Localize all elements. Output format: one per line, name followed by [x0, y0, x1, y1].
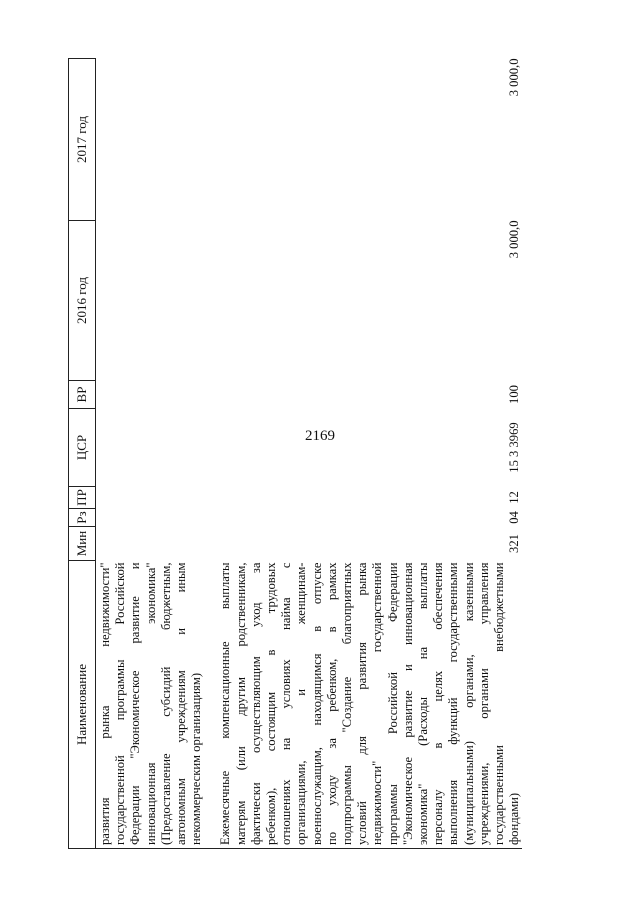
- row-2-pr: 12: [507, 491, 522, 504]
- row-1-2016: [96, 221, 205, 381]
- row-1-name-line: Федерации "Экономическое развитие и: [128, 562, 143, 845]
- header-pr: ПР: [69, 487, 96, 509]
- header-2017: 2017 год: [69, 59, 96, 221]
- row-2-name-line: персоналу в целях обеспечения: [431, 562, 446, 845]
- row-1-name-line: автономным учреждениям и иным: [174, 562, 189, 845]
- row-1-name-line: инновационная экономика": [143, 562, 158, 845]
- row-2-csr: 15 3 3969: [507, 422, 522, 473]
- row-2-name-line: "Экономическое развитие и инновационная: [400, 562, 415, 845]
- row-2-name-line: (муниципальными) органами, казенными: [461, 562, 476, 845]
- row-1-name-line: развития рынка недвижимости": [98, 562, 112, 845]
- header-name: Наименование: [69, 561, 96, 849]
- row-1-pr: [96, 487, 205, 509]
- budget-table: [68, 58, 522, 849]
- row-1-name-line: государственной программы Российской: [113, 562, 128, 845]
- row-spacer: [204, 59, 216, 849]
- header-csr: ЦСР: [69, 409, 96, 487]
- row-1-name: [96, 561, 205, 849]
- header-rz: Рз: [69, 509, 96, 527]
- row-2-name-line: матерям (или другим родственникам,: [233, 562, 248, 845]
- row-2-name-line: ребенком), состоящим в трудовых: [264, 562, 279, 845]
- row-2-name-line: учреждениями, органами управления: [476, 562, 491, 845]
- rotated-budget-table: [68, 59, 604, 849]
- row-2-name-line: Ежемесячные компенсационные выплаты: [218, 562, 233, 845]
- row-1-name-line: (Предоставление субсидий бюджетным,: [158, 562, 173, 845]
- row-1-name-line: некоммерческим организациям): [189, 672, 204, 845]
- row-2-2016: 3 000,0: [507, 220, 522, 259]
- row-2-min: 321: [507, 534, 522, 553]
- row-1-min: [96, 527, 205, 561]
- row-1-rz: [96, 509, 205, 527]
- table-row: [96, 59, 205, 849]
- row-2-name-line: условий для развития рынка: [355, 562, 370, 845]
- row-2-name-line: отношениях на условиях найма с: [279, 562, 294, 845]
- row-2-name-line: подпрограммы "Создание благоприятных: [340, 562, 355, 845]
- row-1-vr: [96, 381, 205, 409]
- row-2-rz: 04: [507, 511, 522, 524]
- table-header-row: [69, 59, 96, 849]
- row-2-vr: 100: [507, 385, 522, 404]
- row-2-name-line: организациями, и женщинам-: [294, 562, 309, 845]
- header-2016: 2016 год: [69, 221, 96, 381]
- row-1-2017: [96, 59, 205, 221]
- row-2-name-line: по уходу за ребенком, в рамках: [324, 562, 339, 845]
- row-2-name-line: фондами): [507, 792, 522, 845]
- spacer-cell: [204, 561, 216, 849]
- row-2-name-line: выполнения функций государственными: [446, 562, 461, 845]
- row-2-name-line: экономика" (Расходы на выплаты: [416, 562, 431, 845]
- row-2-name: [216, 561, 522, 849]
- header-min: Мин: [69, 527, 96, 561]
- row-2-name-line: программы Российской Федерации: [385, 562, 400, 845]
- row-2-2017: 3 000,0: [507, 58, 522, 97]
- page-number: 2169: [305, 428, 335, 444]
- header-vr: ВР: [69, 381, 96, 409]
- row-2-name-line: фактически осуществляющим уход за: [248, 562, 263, 845]
- row-2-name-line: государственными внебюджетными: [492, 562, 507, 845]
- row-2-name-line: военнослужащим, находящимся в отпуске: [309, 562, 324, 845]
- table-row: [216, 59, 522, 849]
- row-1-csr: [96, 409, 205, 487]
- row-2-name-line: недвижимости" государственной: [370, 562, 385, 845]
